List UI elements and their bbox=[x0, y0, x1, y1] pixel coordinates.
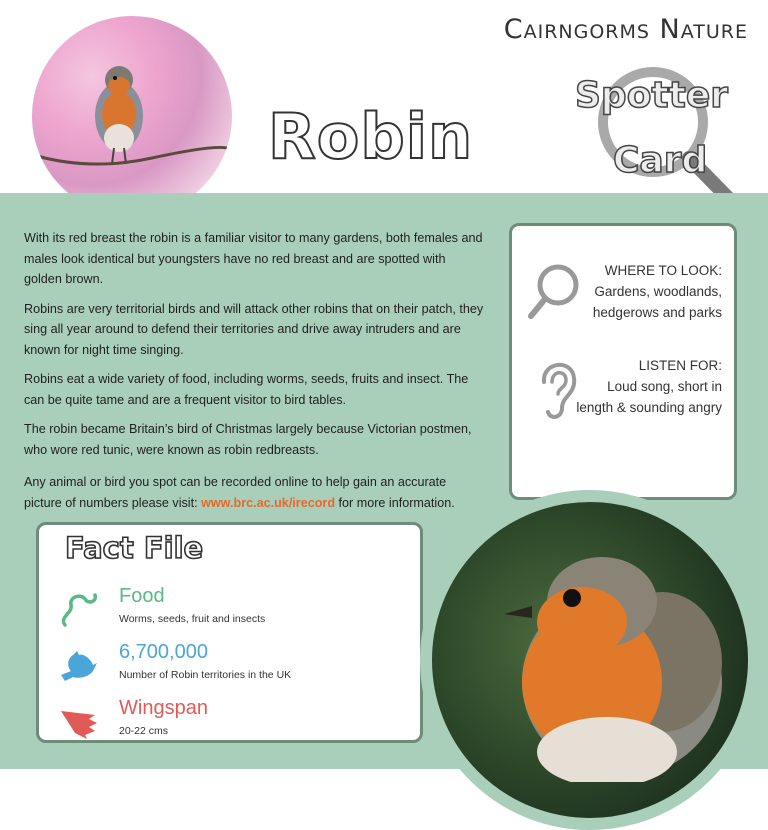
where-heading: WHERE TO LOOK: bbox=[604, 263, 722, 278]
fact-file-box bbox=[36, 522, 423, 743]
record-paragraph bbox=[24, 472, 486, 513]
description-paragraph: The robin became Britain’s bird of Christmas largely because Victorian postmen, who wore red tunic, were known as robin redbreasts. bbox=[24, 422, 472, 457]
description-text bbox=[24, 228, 486, 522]
record-suffix: for more information. bbox=[335, 495, 455, 510]
wingspan-detail: 20-22 cms bbox=[119, 725, 169, 737]
page-title: Robin bbox=[268, 100, 474, 173]
record-prefix: Any animal or bird you spot can be recorded online to help gain an accurate picture of numbers please visit: bbox=[24, 475, 447, 510]
description-paragraph: Robins eat a wide variety of food, including worms, seeds, fruits and insect. The can be quite tame and are a frequent visitor to bird tables. bbox=[24, 372, 469, 407]
where-text: Gardens, woodlands, hedgerows and parks bbox=[592, 284, 722, 320]
branch-image bbox=[32, 136, 232, 176]
brand-title: Cairngorms Nature bbox=[503, 14, 748, 45]
robin-large-image bbox=[492, 532, 732, 782]
fact-file-title: Fact File bbox=[65, 531, 204, 565]
territories-count: 6,700,000 bbox=[119, 641, 208, 663]
food-label: Food bbox=[119, 585, 165, 607]
robin-blossom-photo bbox=[30, 14, 234, 218]
territories-detail: Number of Robin territories in the UK bbox=[119, 669, 292, 681]
wing-icon bbox=[57, 701, 99, 743]
description-paragraph: With its red breast the robin is a familiar visitor to many gardens, both females and males look identical but youngsters have no red breast and are spotted with golden brown. bbox=[24, 231, 483, 286]
listen-heading: LISTEN FOR: bbox=[638, 358, 722, 373]
bird-icon bbox=[57, 645, 99, 687]
irecord-link[interactable]: www.brc.ac.uk/irecord bbox=[201, 495, 336, 510]
description-paragraph: Robins are very territorial birds and will attack other robins that on their patch, they sing all year around to defend their territories and drive away intruders and are known for night time singing. bbox=[24, 301, 484, 357]
worm-icon bbox=[57, 589, 99, 631]
food-detail: Worms, seeds, fruit and insects bbox=[119, 613, 266, 625]
header-area bbox=[0, 0, 768, 193]
wingspan-label: Wingspan bbox=[119, 697, 208, 719]
robin-closeup-photo bbox=[420, 490, 760, 830]
spotter-label: Spotter bbox=[575, 75, 729, 116]
listen-text: Loud song, short in length & sounding angry bbox=[576, 379, 722, 415]
card-label: Card bbox=[613, 140, 708, 181]
info-box bbox=[509, 223, 737, 500]
